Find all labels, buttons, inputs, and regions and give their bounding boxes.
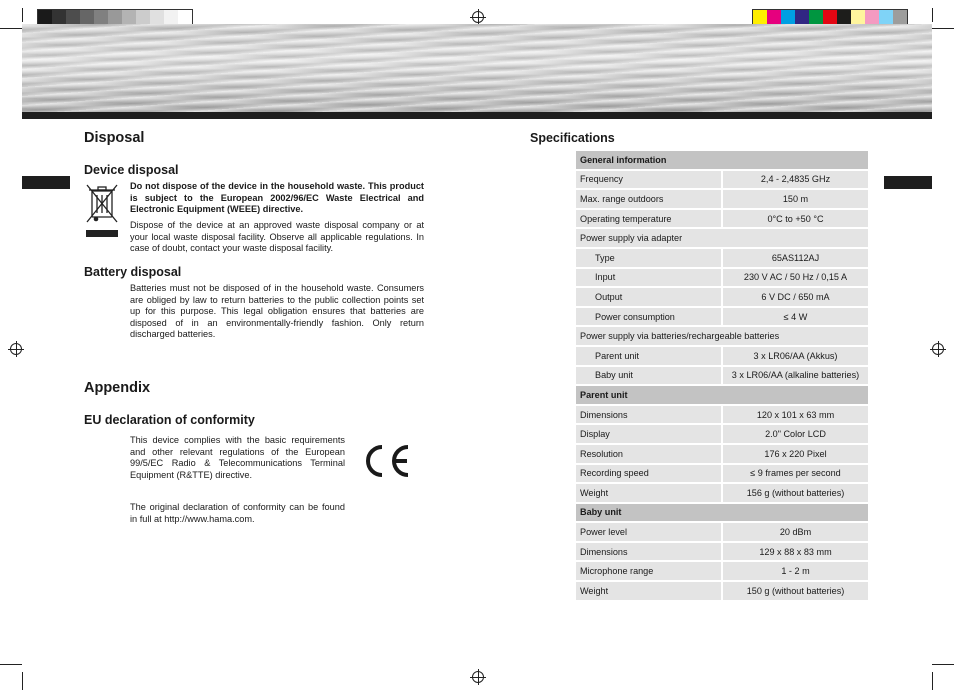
crop-mark <box>932 664 954 665</box>
spec-value: 2,4 - 2,4835 GHz <box>722 170 868 190</box>
process-swatch <box>851 10 865 24</box>
grayscale-swatch <box>136 10 150 24</box>
spec-label: Microphone range <box>576 561 722 581</box>
eu-declaration-link-text: The original declaration of conformity can be found in full at http://www.hama.com. <box>130 502 345 524</box>
spec-label: Power consumption <box>576 307 722 327</box>
spec-row <box>576 170 868 190</box>
spec-value: 150 g (without batteries) <box>722 581 868 601</box>
grayscale-swatch <box>80 10 94 24</box>
grayscale-swatch <box>122 10 136 24</box>
process-swatch <box>767 10 781 24</box>
specifications-heading: Specifications <box>530 131 615 145</box>
spec-row <box>576 464 868 484</box>
brushed-metal-header <box>22 24 932 112</box>
process-swatch <box>837 10 851 24</box>
grayscale-swatch <box>52 10 66 24</box>
spec-label: Dimensions <box>576 542 722 562</box>
spec-value: ≤ 4 W <box>722 307 868 327</box>
process-swatch <box>879 10 893 24</box>
spec-label: Baby unit <box>576 503 868 523</box>
spec-label: Type <box>576 248 722 268</box>
spec-value: 176 x 220 Pixel <box>722 444 868 464</box>
process-swatch <box>809 10 823 24</box>
registration-mark-icon <box>472 671 484 683</box>
process-swatch <box>795 10 809 24</box>
spec-label: Input <box>576 268 722 288</box>
spec-row <box>576 189 868 209</box>
device-disposal-text: Dispose of the device at an approved waste disposal company or at your local waste disposal facility. Observe all applicable regulations. In case of doubt, contact your waste disposal facility. <box>130 220 424 254</box>
process-swatch <box>753 10 767 24</box>
process-color-bar <box>752 9 908 25</box>
crop-mark <box>0 28 22 29</box>
spec-label: Parent unit <box>576 385 868 405</box>
spec-value: 3 x LR06/AA (alkaline batteries) <box>722 366 868 386</box>
spec-value: 156 g (without batteries) <box>722 483 868 503</box>
device-disposal-warning: Do not dispose of the device in the household waste. This product is subject to the European 2002/96/EC Waste Electrical and Electronic Equipment (WEEE) directive. <box>130 181 424 215</box>
process-swatch <box>781 10 795 24</box>
grayscale-swatch <box>38 10 52 24</box>
spec-row <box>576 483 868 503</box>
spec-row <box>576 307 868 327</box>
spec-label: Power supply via adapter <box>576 228 868 248</box>
spec-section-row <box>576 503 868 523</box>
spec-row <box>576 561 868 581</box>
spec-section-row <box>576 385 868 405</box>
spec-row <box>576 424 868 444</box>
spec-value: 129 x 88 x 83 mm <box>722 542 868 562</box>
spec-row <box>576 228 868 248</box>
appendix-heading: Appendix <box>84 380 151 396</box>
spec-label: Resolution <box>576 444 722 464</box>
spec-value: ≤ 9 frames per second <box>722 464 868 484</box>
spec-row <box>576 326 868 346</box>
crop-mark <box>22 672 23 690</box>
spec-row <box>576 522 868 542</box>
spec-row <box>576 366 868 386</box>
spec-row <box>576 268 868 288</box>
spec-label: Parent unit <box>576 346 722 366</box>
grayscale-swatch <box>94 10 108 24</box>
spec-label: Power level <box>576 522 722 542</box>
grayscale-swatch <box>150 10 164 24</box>
spec-value: 120 x 101 x 63 mm <box>722 405 868 425</box>
spec-value: 65AS112AJ <box>722 248 868 268</box>
battery-disposal-heading: Battery disposal <box>84 265 182 279</box>
spec-value: 3 x LR06/AA (Akkus) <box>722 346 868 366</box>
battery-disposal-text: Batteries must not be disposed of in the household waste. Consumers are obliged by law to return batteries to the public collection points set up for this purpose. This legal obligation ensures that batteries are disposed of in an environmentally-friendly fashion. Only return discharged batteries. <box>130 283 424 340</box>
spec-label: Baby unit <box>576 366 722 386</box>
eu-declaration-text: This device complies with the basic requirements and other relevant regulations of the European 99/5/EC Radio & Telecommunications Terminal Equipment (R&TTE) directive. <box>130 435 345 480</box>
ce-mark-icon <box>362 443 412 479</box>
crop-mark <box>22 8 23 22</box>
specifications-table <box>576 151 868 602</box>
crop-mark <box>932 8 933 22</box>
spec-value: 1 - 2 m <box>722 561 868 581</box>
crop-mark <box>0 664 22 665</box>
spec-row <box>576 209 868 229</box>
spec-label: Weight <box>576 581 722 601</box>
registration-mark-icon <box>472 11 484 23</box>
spec-row <box>576 287 868 307</box>
spec-value: 230 V AC / 50 Hz / 0,15 A <box>722 268 868 288</box>
process-swatch <box>823 10 837 24</box>
grayscale-swatch <box>164 10 178 24</box>
header-rule <box>22 112 932 119</box>
spec-label: Output <box>576 287 722 307</box>
disposal-heading: Disposal <box>84 130 145 146</box>
process-swatch <box>865 10 879 24</box>
device-disposal-heading: Device disposal <box>84 163 179 177</box>
spec-row <box>576 248 868 268</box>
spec-row <box>576 405 868 425</box>
spec-label: Operating temperature <box>576 209 722 229</box>
registration-mark-icon <box>932 343 944 355</box>
grayscale-swatch <box>66 10 80 24</box>
spec-label: Max. range outdoors <box>576 189 722 209</box>
eu-declaration-heading: EU declaration of conformity <box>84 413 255 427</box>
spec-value: 20 dBm <box>722 522 868 542</box>
spec-row <box>576 542 868 562</box>
grayscale-color-bar <box>37 9 193 25</box>
spec-value: 6 V DC / 650 mA <box>722 287 868 307</box>
left-section-tab <box>22 176 70 189</box>
registration-mark-icon <box>10 343 22 355</box>
spec-label: Dimensions <box>576 405 722 425</box>
spec-label: Weight <box>576 483 722 503</box>
crop-mark <box>932 672 933 690</box>
process-swatch <box>893 10 907 24</box>
grayscale-swatch <box>178 10 192 24</box>
spec-section-row <box>576 151 868 170</box>
spec-label: Recording speed <box>576 464 722 484</box>
spec-label: General information <box>576 151 868 170</box>
spec-value: 150 m <box>722 189 868 209</box>
spec-value: 0°C to +50 °C <box>722 209 868 229</box>
grayscale-swatch <box>108 10 122 24</box>
right-section-tab <box>884 176 932 189</box>
spec-value: 2.0" Color LCD <box>722 424 868 444</box>
crop-mark <box>932 28 954 29</box>
spec-row <box>576 581 868 601</box>
spec-label: Display <box>576 424 722 444</box>
weee-crossed-bin-icon <box>84 182 120 240</box>
spec-label: Frequency <box>576 170 722 190</box>
spec-row <box>576 346 868 366</box>
spec-label: Power supply via batteries/rechargeable batteries <box>576 326 868 346</box>
spec-row <box>576 444 868 464</box>
